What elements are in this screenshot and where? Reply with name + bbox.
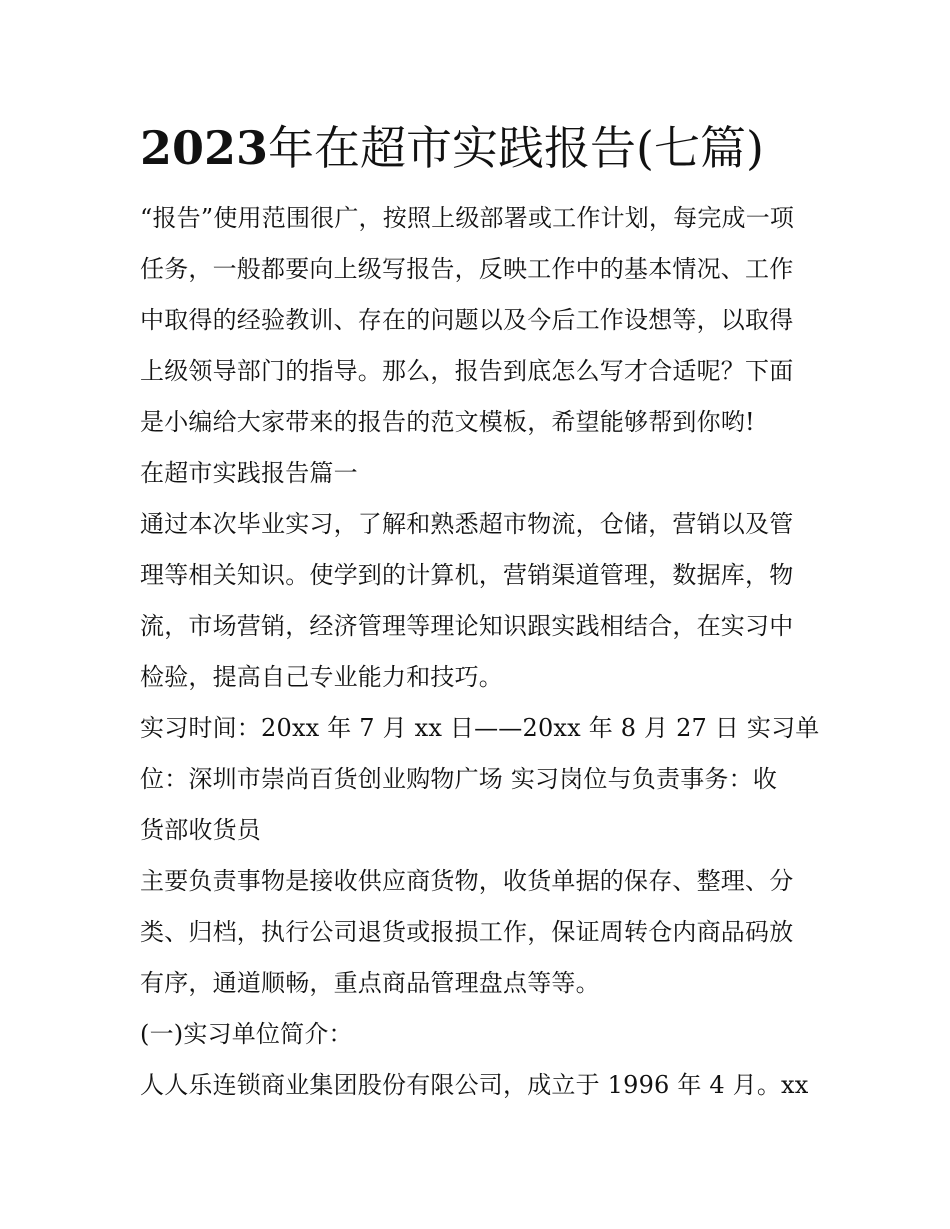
body-line-4: 检验，提高自己专业能力和技巧。 [140,663,503,691]
title-text: 年在超市实践报告(七篇) [268,121,764,175]
intro-line-5: 是小编给大家带来的报告的范文模板，希望能够帮到你哟! [140,408,755,436]
document-title [140,118,840,178]
duties-line-2: 类、归档，执行公司退货或报损工作，保证周转仓内商品码放 [140,918,794,946]
body-line-2: 理等相关知识。使学到的计算机，营销渠道管理，数据库，物 [140,561,794,589]
body-line-3: 流，市场营销，经济管理等理论知识跟实践相结合，在实习中 [140,612,794,640]
intro-line-3: 中取得的经验教训、存在的问题以及今后工作设想等，以取得 [140,306,794,334]
body-line-1: 通过本次毕业实习，了解和熟悉超市物流，仓储，营销以及管 [140,510,794,538]
section-heading: 在超市实践报告篇一 [140,459,358,487]
subsection-heading: (一)实习单位简介： [140,1020,353,1048]
title-year: 2023 [140,121,269,175]
duties-line-3: 有序，通道顺畅，重点商品管理盘点等等。 [140,969,600,997]
internship-unit-line: 位：深圳市崇尚百货创业购物广场 实习岗位与负责事务：收 [140,765,778,793]
intro-line-4: 上级领导部门的指导。那么，报告到底怎么写才合适呢？下面 [140,357,794,385]
duties-line-1: 主要负责事物是接收供应商货物，收货单据的保存、整理、分 [140,867,794,895]
internship-role-line: 货部收货员 [140,816,261,844]
intro-line-2: 任务，一般都要向上级写报告，反映工作中的基本情况、工作 [140,255,794,283]
internship-time-line: 实习时间：20xx 年 7 月 xx 日——20xx 年 8 月 27 日 实习单 [140,714,820,742]
intro-line-1: “报告”使用范围很广，按照上级部署或工作计划，每完成一项 [140,204,795,232]
company-intro-line: 人人乐连锁商业集团股份有限公司，成立于 1996 年 4 月。xx [140,1071,809,1099]
